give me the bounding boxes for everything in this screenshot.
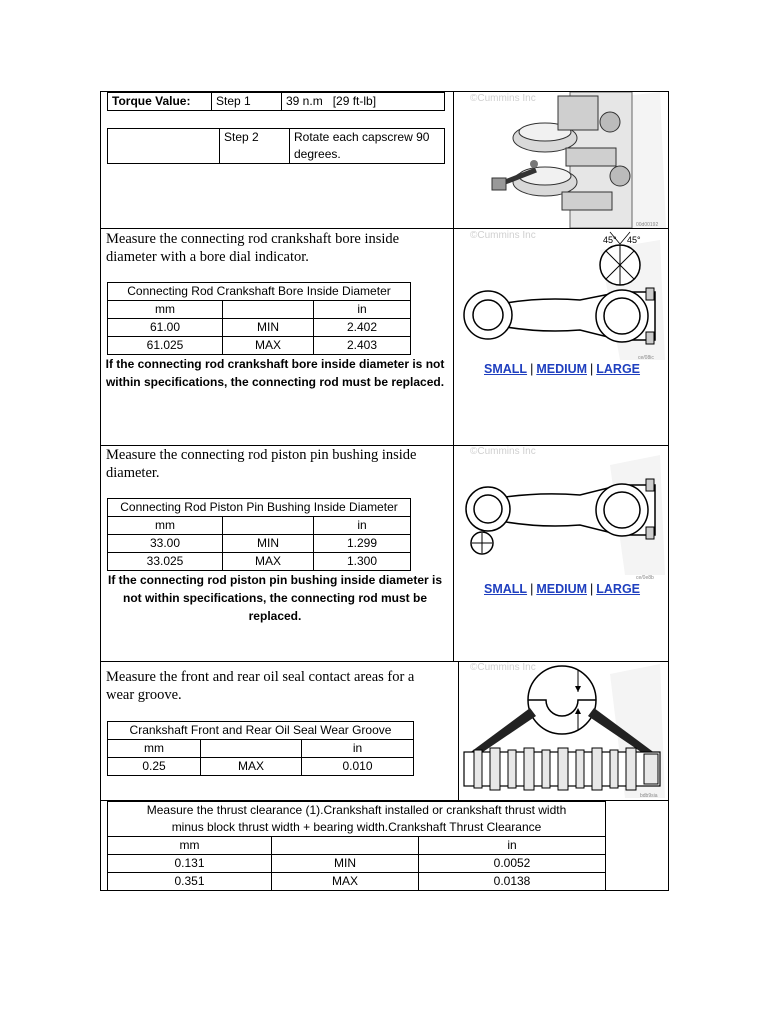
oil-seal-table-title: Crankshaft Front and Rear Oil Seal Wear Groove [108,722,414,740]
step1-value: 39 n.m [29 ft-lb] [282,93,445,111]
bushing-max-label: MAX [223,553,314,571]
oil-seal-instruction [106,668,452,704]
grid-line-right [668,91,669,891]
figure-code-1: 00d00192 [636,222,659,228]
thrust-max-label: MAX [272,873,419,891]
bushing-link-sep-1: | [530,582,534,596]
watermark-2: ©Cummins Inc [470,230,536,241]
grid-line-mid [453,91,454,661]
bushing-note-line3: replaced. [248,609,302,623]
oil-seal-max-in: 0.010 [302,758,414,776]
thrust-header-line2: minus block thrust width + bearing width.Crankshaft Thrust Clearance [171,820,542,834]
connecting-rod-bushing-figure [460,455,665,575]
connecting-rod-bore-figure [460,230,665,360]
thrust-header [108,802,606,837]
bore-table-title: Connecting Rod Crankshaft Bore Inside Diameter [108,283,411,301]
bushing-min-label: MIN [223,535,314,553]
bore-spec-table [107,282,411,355]
bushing-note-line1: If the connecting rod piston pin bushing inside diameter is [107,573,443,587]
figure-code-2: ce/08ic [638,355,654,361]
bore-max-mm: 61.025 [108,337,223,355]
bore-link-large[interactable]: LARGE [596,362,641,376]
bushing-min-mm: 33.00 [108,535,223,553]
bushing-instruction-line1: Measure the connecting rod piston pin bushing inside [106,447,417,463]
bushing-instruction-line2: diameter. [106,465,160,481]
watermark-3: ©Cummins Inc [470,446,536,457]
crankshaft-oil-seal-figure [460,664,665,798]
oil-seal-instruction-line2: wear groove. [106,687,182,703]
torque-label: Torque Value: [108,93,212,111]
bushing-spec-table [107,498,411,571]
figure-code-4: bdb9sia [640,793,658,799]
oil-seal-col-blank [201,740,302,758]
bushing-col-blank [223,517,314,535]
bore-link-sep-2: | [590,362,594,376]
grid-line-row3 [100,661,669,662]
bushing-link-medium[interactable]: MEDIUM [536,582,588,596]
thrust-col-blank [272,837,419,855]
grid-line-mid-2 [458,661,459,800]
bore-link-sep-1: | [530,362,534,376]
oil-seal-max-mm: 0.25 [108,758,201,776]
bushing-link-small[interactable]: SMALL [484,582,528,596]
step2-value-line1: Rotate each capscrew 90 [294,130,430,144]
bushing-instruction [106,446,446,482]
bushing-min-in: 1.299 [314,535,411,553]
bore-min-in: 2.402 [314,319,411,337]
bushing-link-large[interactable]: LARGE [596,582,641,596]
thrust-clearance-table [107,801,606,891]
bushing-link-sep-2: | [590,582,594,596]
bore-link-medium[interactable]: MEDIUM [536,362,588,376]
step2-empty-cell [108,129,220,164]
angle-left-label: 45° [603,235,617,245]
step1-label: Step 1 [212,93,282,111]
capscrew-torque-figure [470,92,666,228]
bore-note-line1: If the connecting rod crankshaft bore inside diameter is not [105,357,445,371]
step2-value [290,129,445,164]
thrust-col-in: in [419,837,606,855]
thrust-min-label: MIN [272,855,419,873]
bore-instruction-line1: Measure the connecting rod crankshaft bore inside [106,231,400,247]
thrust-min-mm: 0.131 [108,855,272,873]
bore-max-in: 2.403 [314,337,411,355]
bore-col-mm: mm [108,301,223,319]
figure-code-3: ce/0e8b [636,575,654,581]
bore-min-mm: 61.00 [108,319,223,337]
thrust-max-in: 0.0138 [419,873,606,891]
bushing-max-mm: 33.025 [108,553,223,571]
angle-right-label: 45° [627,235,641,245]
bore-max-label: MAX [223,337,314,355]
bore-min-label: MIN [223,319,314,337]
torque-step1-table [107,92,445,111]
thrust-max-mm: 0.351 [108,873,272,891]
oil-seal-instruction-line1: Measure the front and rear oil seal contact areas for a [106,669,415,685]
bushing-note-line2: not within specifications, the connecting rod must be [122,591,428,605]
thrust-min-in: 0.0052 [419,855,606,873]
watermark-1: ©Cummins Inc [470,93,536,104]
bore-note-line2: within specifications, the connecting rod must be replaced. [105,375,445,389]
bore-col-in: in [314,301,411,319]
bore-link-small[interactable]: SMALL [484,362,528,376]
bore-replace-note [103,355,447,391]
bore-instruction-line2: diameter with a bore dial indicator. [106,249,309,265]
grid-line-row1 [100,228,669,229]
oil-seal-spec-table [107,721,414,776]
oil-seal-col-in: in [302,740,414,758]
thrust-col-mm: mm [108,837,272,855]
thrust-header-line1: Measure the thrust clearance (1).Crankshaft installed or crankshaft thrust width [146,803,567,817]
bushing-replace-note [103,571,447,625]
bushing-table-title: Connecting Rod Piston Pin Bushing Inside Diameter [108,499,411,517]
oil-seal-max-label: MAX [201,758,302,776]
bore-col-blank [223,301,314,319]
bushing-image-size-links [484,582,640,596]
bushing-col-in: in [314,517,411,535]
bushing-col-mm: mm [108,517,223,535]
grid-line-left [100,91,101,891]
step2-value-line2: degrees. [294,147,341,161]
bore-instruction [106,230,446,266]
watermark-4: ©Cummins Inc [470,662,536,673]
oil-seal-col-mm: mm [108,740,201,758]
bushing-max-in: 1.300 [314,553,411,571]
torque-step2-table [107,128,445,164]
step2-label: Step 2 [220,129,290,164]
bore-image-size-links [484,362,640,376]
